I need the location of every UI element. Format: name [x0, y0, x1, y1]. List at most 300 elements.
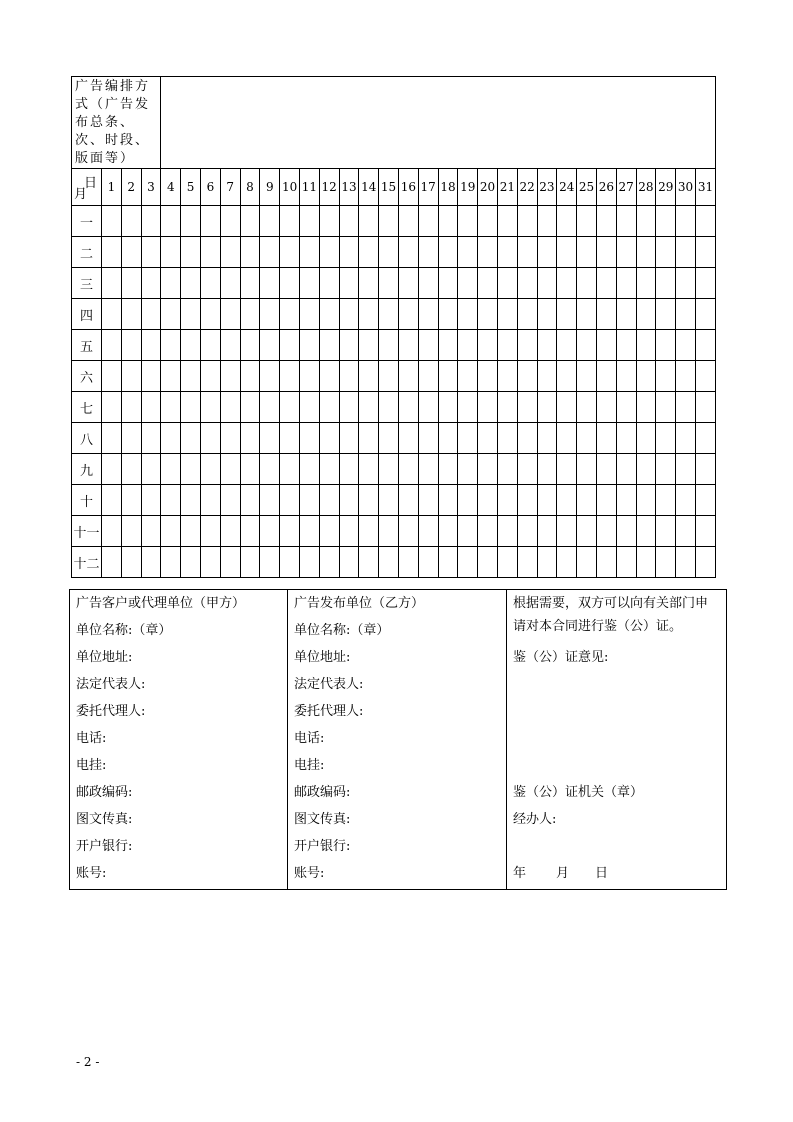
schedule-cell[interactable] [319, 330, 339, 361]
schedule-cell[interactable] [161, 361, 181, 392]
schedule-cell[interactable] [438, 268, 458, 299]
schedule-cell[interactable] [695, 392, 715, 423]
schedule-cell[interactable] [121, 268, 141, 299]
schedule-cell[interactable] [280, 423, 300, 454]
schedule-cell[interactable] [181, 392, 201, 423]
schedule-cell[interactable] [517, 237, 537, 268]
schedule-cell[interactable] [102, 237, 122, 268]
schedule-cell[interactable] [299, 268, 319, 299]
schedule-cell[interactable] [557, 237, 577, 268]
schedule-cell[interactable] [577, 268, 597, 299]
schedule-cell[interactable] [458, 206, 478, 237]
schedule-cell[interactable] [141, 206, 161, 237]
schedule-cell[interactable] [260, 392, 280, 423]
schedule-cell[interactable] [537, 237, 557, 268]
schedule-cell[interactable] [201, 485, 221, 516]
schedule-cell[interactable] [240, 485, 260, 516]
schedule-cell[interactable] [121, 330, 141, 361]
schedule-cell[interactable] [636, 206, 656, 237]
schedule-cell[interactable] [438, 299, 458, 330]
schedule-cell[interactable] [280, 516, 300, 547]
schedule-cell[interactable] [121, 454, 141, 485]
schedule-cell[interactable] [379, 454, 399, 485]
schedule-cell[interactable] [220, 454, 240, 485]
schedule-cell[interactable] [260, 299, 280, 330]
schedule-cell[interactable] [596, 454, 616, 485]
schedule-cell[interactable] [240, 237, 260, 268]
schedule-cell[interactable] [121, 361, 141, 392]
schedule-cell[interactable] [201, 237, 221, 268]
schedule-cell[interactable] [537, 361, 557, 392]
schedule-cell[interactable] [398, 330, 418, 361]
schedule-cell[interactable] [359, 330, 379, 361]
schedule-cell[interactable] [319, 299, 339, 330]
schedule-cell[interactable] [478, 547, 498, 578]
schedule-cell[interactable] [201, 206, 221, 237]
schedule-cell[interactable] [418, 454, 438, 485]
schedule-cell[interactable] [695, 268, 715, 299]
schedule-cell[interactable] [695, 206, 715, 237]
schedule-cell[interactable] [577, 206, 597, 237]
schedule-cell[interactable] [577, 485, 597, 516]
schedule-cell[interactable] [438, 206, 458, 237]
schedule-cell[interactable] [497, 268, 517, 299]
schedule-cell[interactable] [339, 547, 359, 578]
schedule-cell[interactable] [141, 547, 161, 578]
schedule-cell[interactable] [418, 423, 438, 454]
schedule-cell[interactable] [161, 237, 181, 268]
schedule-cell[interactable] [537, 392, 557, 423]
schedule-cell[interactable] [616, 423, 636, 454]
schedule-cell[interactable] [181, 454, 201, 485]
schedule-cell[interactable] [102, 516, 122, 547]
schedule-cell[interactable] [359, 516, 379, 547]
schedule-cell[interactable] [299, 454, 319, 485]
schedule-cell[interactable] [280, 330, 300, 361]
schedule-cell[interactable] [220, 361, 240, 392]
schedule-cell[interactable] [220, 206, 240, 237]
schedule-cell[interactable] [181, 330, 201, 361]
schedule-cell[interactable] [676, 361, 696, 392]
schedule-cell[interactable] [379, 423, 399, 454]
schedule-cell[interactable] [141, 361, 161, 392]
schedule-cell[interactable] [299, 299, 319, 330]
schedule-cell[interactable] [497, 330, 517, 361]
schedule-cell[interactable] [695, 361, 715, 392]
schedule-cell[interactable] [181, 361, 201, 392]
schedule-cell[interactable] [577, 392, 597, 423]
schedule-cell[interactable] [299, 361, 319, 392]
schedule-cell[interactable] [359, 454, 379, 485]
schedule-cell[interactable] [220, 268, 240, 299]
schedule-cell[interactable] [201, 454, 221, 485]
schedule-cell[interactable] [557, 454, 577, 485]
schedule-cell[interactable] [161, 330, 181, 361]
schedule-cell[interactable] [438, 516, 458, 547]
schedule-cell[interactable] [478, 454, 498, 485]
schedule-cell[interactable] [141, 392, 161, 423]
schedule-cell[interactable] [656, 206, 676, 237]
schedule-cell[interactable] [220, 423, 240, 454]
schedule-cell[interactable] [121, 237, 141, 268]
schedule-cell[interactable] [299, 423, 319, 454]
schedule-cell[interactable] [280, 268, 300, 299]
schedule-cell[interactable] [676, 299, 696, 330]
schedule-cell[interactable] [240, 268, 260, 299]
schedule-cell[interactable] [695, 485, 715, 516]
schedule-cell[interactable] [220, 237, 240, 268]
schedule-cell[interactable] [161, 268, 181, 299]
schedule-cell[interactable] [676, 547, 696, 578]
schedule-cell[interactable] [339, 485, 359, 516]
schedule-cell[interactable] [181, 206, 201, 237]
schedule-cell[interactable] [141, 423, 161, 454]
schedule-cell[interactable] [418, 268, 438, 299]
schedule-cell[interactable] [299, 330, 319, 361]
schedule-cell[interactable] [319, 485, 339, 516]
schedule-cell[interactable] [478, 237, 498, 268]
schedule-cell[interactable] [517, 516, 537, 547]
schedule-cell[interactable] [339, 330, 359, 361]
schedule-cell[interactable] [676, 423, 696, 454]
schedule-cell[interactable] [181, 423, 201, 454]
schedule-cell[interactable] [676, 392, 696, 423]
schedule-cell[interactable] [517, 392, 537, 423]
schedule-cell[interactable] [102, 547, 122, 578]
schedule-cell[interactable] [458, 299, 478, 330]
schedule-cell[interactable] [636, 454, 656, 485]
schedule-cell[interactable] [438, 485, 458, 516]
schedule-cell[interactable] [577, 237, 597, 268]
schedule-cell[interactable] [280, 299, 300, 330]
schedule-cell[interactable] [260, 516, 280, 547]
schedule-cell[interactable] [596, 299, 616, 330]
schedule-cell[interactable] [537, 485, 557, 516]
schedule-cell[interactable] [102, 392, 122, 423]
schedule-cell[interactable] [141, 454, 161, 485]
schedule-cell[interactable] [339, 237, 359, 268]
schedule-cell[interactable] [319, 547, 339, 578]
schedule-cell[interactable] [359, 299, 379, 330]
schedule-cell[interactable] [695, 423, 715, 454]
schedule-method-field[interactable] [161, 77, 716, 169]
schedule-cell[interactable] [438, 547, 458, 578]
schedule-cell[interactable] [458, 392, 478, 423]
schedule-cell[interactable] [161, 423, 181, 454]
schedule-cell[interactable] [398, 361, 418, 392]
schedule-cell[interactable] [596, 547, 616, 578]
schedule-cell[interactable] [497, 516, 517, 547]
schedule-cell[interactable] [260, 423, 280, 454]
schedule-cell[interactable] [121, 516, 141, 547]
schedule-cell[interactable] [557, 361, 577, 392]
schedule-cell[interactable] [418, 330, 438, 361]
schedule-cell[interactable] [478, 268, 498, 299]
schedule-cell[interactable] [319, 454, 339, 485]
schedule-cell[interactable] [656, 299, 676, 330]
schedule-cell[interactable] [478, 330, 498, 361]
schedule-cell[interactable] [537, 423, 557, 454]
schedule-cell[interactable] [299, 392, 319, 423]
schedule-cell[interactable] [339, 392, 359, 423]
schedule-cell[interactable] [577, 299, 597, 330]
schedule-cell[interactable] [201, 392, 221, 423]
schedule-cell[interactable] [497, 423, 517, 454]
schedule-cell[interactable] [260, 268, 280, 299]
schedule-cell[interactable] [497, 392, 517, 423]
schedule-cell[interactable] [299, 547, 319, 578]
schedule-cell[interactable] [141, 268, 161, 299]
schedule-cell[interactable] [636, 547, 656, 578]
schedule-cell[interactable] [596, 516, 616, 547]
schedule-cell[interactable] [695, 299, 715, 330]
schedule-cell[interactable] [398, 423, 418, 454]
schedule-cell[interactable] [121, 423, 141, 454]
schedule-cell[interactable] [656, 268, 676, 299]
schedule-cell[interactable] [398, 485, 418, 516]
schedule-cell[interactable] [240, 330, 260, 361]
schedule-cell[interactable] [418, 206, 438, 237]
schedule-cell[interactable] [319, 237, 339, 268]
schedule-cell[interactable] [616, 299, 636, 330]
schedule-cell[interactable] [102, 361, 122, 392]
schedule-cell[interactable] [418, 516, 438, 547]
schedule-cell[interactable] [220, 516, 240, 547]
schedule-cell[interactable] [616, 516, 636, 547]
schedule-cell[interactable] [299, 206, 319, 237]
schedule-cell[interactable] [517, 206, 537, 237]
schedule-cell[interactable] [636, 361, 656, 392]
schedule-cell[interactable] [379, 485, 399, 516]
schedule-cell[interactable] [141, 237, 161, 268]
schedule-cell[interactable] [596, 206, 616, 237]
schedule-cell[interactable] [379, 299, 399, 330]
schedule-cell[interactable] [577, 361, 597, 392]
schedule-cell[interactable] [497, 237, 517, 268]
schedule-cell[interactable] [359, 361, 379, 392]
schedule-cell[interactable] [121, 299, 141, 330]
schedule-cell[interactable] [121, 485, 141, 516]
schedule-cell[interactable] [418, 299, 438, 330]
schedule-cell[interactable] [141, 516, 161, 547]
schedule-cell[interactable] [517, 299, 537, 330]
schedule-cell[interactable] [438, 361, 458, 392]
schedule-cell[interactable] [438, 330, 458, 361]
schedule-cell[interactable] [557, 485, 577, 516]
schedule-cell[interactable] [616, 392, 636, 423]
schedule-cell[interactable] [557, 423, 577, 454]
schedule-cell[interactable] [240, 392, 260, 423]
schedule-cell[interactable] [616, 206, 636, 237]
schedule-cell[interactable] [458, 268, 478, 299]
schedule-cell[interactable] [458, 454, 478, 485]
schedule-cell[interactable] [577, 547, 597, 578]
schedule-cell[interactable] [478, 206, 498, 237]
schedule-cell[interactable] [656, 330, 676, 361]
schedule-cell[interactable] [557, 268, 577, 299]
schedule-cell[interactable] [240, 547, 260, 578]
schedule-cell[interactable] [161, 454, 181, 485]
schedule-cell[interactable] [636, 299, 656, 330]
schedule-cell[interactable] [102, 206, 122, 237]
schedule-cell[interactable] [478, 361, 498, 392]
schedule-cell[interactable] [379, 516, 399, 547]
schedule-cell[interactable] [141, 485, 161, 516]
schedule-cell[interactable] [636, 516, 656, 547]
schedule-cell[interactable] [616, 361, 636, 392]
schedule-cell[interactable] [636, 268, 656, 299]
schedule-cell[interactable] [121, 206, 141, 237]
schedule-cell[interactable] [517, 547, 537, 578]
schedule-cell[interactable] [458, 423, 478, 454]
schedule-cell[interactable] [656, 485, 676, 516]
schedule-cell[interactable] [497, 206, 517, 237]
schedule-cell[interactable] [121, 547, 141, 578]
schedule-cell[interactable] [379, 268, 399, 299]
schedule-cell[interactable] [201, 516, 221, 547]
schedule-cell[interactable] [636, 330, 656, 361]
schedule-cell[interactable] [517, 330, 537, 361]
schedule-cell[interactable] [458, 361, 478, 392]
schedule-cell[interactable] [616, 485, 636, 516]
schedule-cell[interactable] [418, 392, 438, 423]
schedule-cell[interactable] [656, 454, 676, 485]
schedule-cell[interactable] [438, 392, 458, 423]
schedule-cell[interactable] [676, 268, 696, 299]
schedule-cell[interactable] [438, 454, 458, 485]
schedule-cell[interactable] [280, 361, 300, 392]
schedule-cell[interactable] [636, 392, 656, 423]
schedule-cell[interactable] [497, 454, 517, 485]
schedule-cell[interactable] [537, 454, 557, 485]
schedule-cell[interactable] [398, 268, 418, 299]
schedule-cell[interactable] [161, 516, 181, 547]
schedule-cell[interactable] [260, 361, 280, 392]
schedule-cell[interactable] [656, 361, 676, 392]
schedule-cell[interactable] [181, 237, 201, 268]
schedule-cell[interactable] [319, 392, 339, 423]
schedule-cell[interactable] [537, 206, 557, 237]
schedule-cell[interactable] [398, 299, 418, 330]
schedule-cell[interactable] [260, 330, 280, 361]
schedule-cell[interactable] [577, 454, 597, 485]
schedule-cell[interactable] [220, 330, 240, 361]
schedule-cell[interactable] [260, 485, 280, 516]
schedule-cell[interactable] [280, 392, 300, 423]
schedule-cell[interactable] [596, 361, 616, 392]
schedule-cell[interactable] [557, 392, 577, 423]
schedule-cell[interactable] [398, 237, 418, 268]
schedule-cell[interactable] [676, 516, 696, 547]
schedule-cell[interactable] [676, 206, 696, 237]
schedule-cell[interactable] [379, 330, 399, 361]
schedule-cell[interactable] [102, 454, 122, 485]
schedule-cell[interactable] [319, 423, 339, 454]
schedule-cell[interactable] [616, 237, 636, 268]
schedule-cell[interactable] [141, 330, 161, 361]
schedule-cell[interactable] [517, 423, 537, 454]
schedule-cell[interactable] [577, 330, 597, 361]
schedule-cell[interactable] [280, 547, 300, 578]
schedule-cell[interactable] [280, 237, 300, 268]
schedule-cell[interactable] [220, 392, 240, 423]
schedule-cell[interactable] [596, 423, 616, 454]
schedule-cell[interactable] [557, 299, 577, 330]
schedule-cell[interactable] [636, 423, 656, 454]
schedule-cell[interactable] [339, 268, 359, 299]
schedule-cell[interactable] [656, 547, 676, 578]
schedule-cell[interactable] [398, 206, 418, 237]
schedule-cell[interactable] [537, 299, 557, 330]
schedule-cell[interactable] [260, 454, 280, 485]
schedule-cell[interactable] [398, 392, 418, 423]
schedule-cell[interactable] [161, 485, 181, 516]
schedule-cell[interactable] [458, 516, 478, 547]
schedule-cell[interactable] [517, 454, 537, 485]
schedule-cell[interactable] [418, 237, 438, 268]
schedule-cell[interactable] [379, 361, 399, 392]
schedule-cell[interactable] [359, 237, 379, 268]
schedule-cell[interactable] [240, 423, 260, 454]
schedule-cell[interactable] [181, 299, 201, 330]
schedule-cell[interactable] [478, 423, 498, 454]
schedule-cell[interactable] [557, 547, 577, 578]
schedule-cell[interactable] [121, 392, 141, 423]
schedule-cell[interactable] [557, 516, 577, 547]
schedule-cell[interactable] [478, 392, 498, 423]
schedule-cell[interactable] [398, 454, 418, 485]
schedule-cell[interactable] [201, 330, 221, 361]
schedule-cell[interactable] [319, 268, 339, 299]
schedule-cell[interactable] [656, 516, 676, 547]
schedule-cell[interactable] [676, 237, 696, 268]
schedule-cell[interactable] [695, 516, 715, 547]
schedule-cell[interactable] [102, 485, 122, 516]
schedule-cell[interactable] [339, 454, 359, 485]
schedule-cell[interactable] [240, 516, 260, 547]
schedule-cell[interactable] [596, 268, 616, 299]
schedule-cell[interactable] [339, 361, 359, 392]
schedule-cell[interactable] [181, 268, 201, 299]
schedule-cell[interactable] [695, 547, 715, 578]
schedule-cell[interactable] [359, 423, 379, 454]
schedule-cell[interactable] [676, 454, 696, 485]
schedule-cell[interactable] [537, 516, 557, 547]
schedule-cell[interactable] [319, 516, 339, 547]
schedule-cell[interactable] [339, 299, 359, 330]
schedule-cell[interactable] [596, 237, 616, 268]
schedule-cell[interactable] [161, 206, 181, 237]
schedule-cell[interactable] [260, 237, 280, 268]
schedule-cell[interactable] [161, 392, 181, 423]
schedule-cell[interactable] [299, 237, 319, 268]
schedule-cell[interactable] [339, 206, 359, 237]
schedule-cell[interactable] [616, 547, 636, 578]
schedule-cell[interactable] [280, 206, 300, 237]
schedule-cell[interactable] [517, 485, 537, 516]
schedule-cell[interactable] [359, 268, 379, 299]
schedule-cell[interactable] [359, 392, 379, 423]
schedule-cell[interactable] [497, 485, 517, 516]
schedule-cell[interactable] [181, 485, 201, 516]
schedule-cell[interactable] [577, 516, 597, 547]
schedule-cell[interactable] [359, 206, 379, 237]
schedule-cell[interactable] [220, 485, 240, 516]
schedule-cell[interactable] [201, 268, 221, 299]
schedule-cell[interactable] [260, 547, 280, 578]
schedule-cell[interactable] [201, 361, 221, 392]
schedule-cell[interactable] [201, 423, 221, 454]
